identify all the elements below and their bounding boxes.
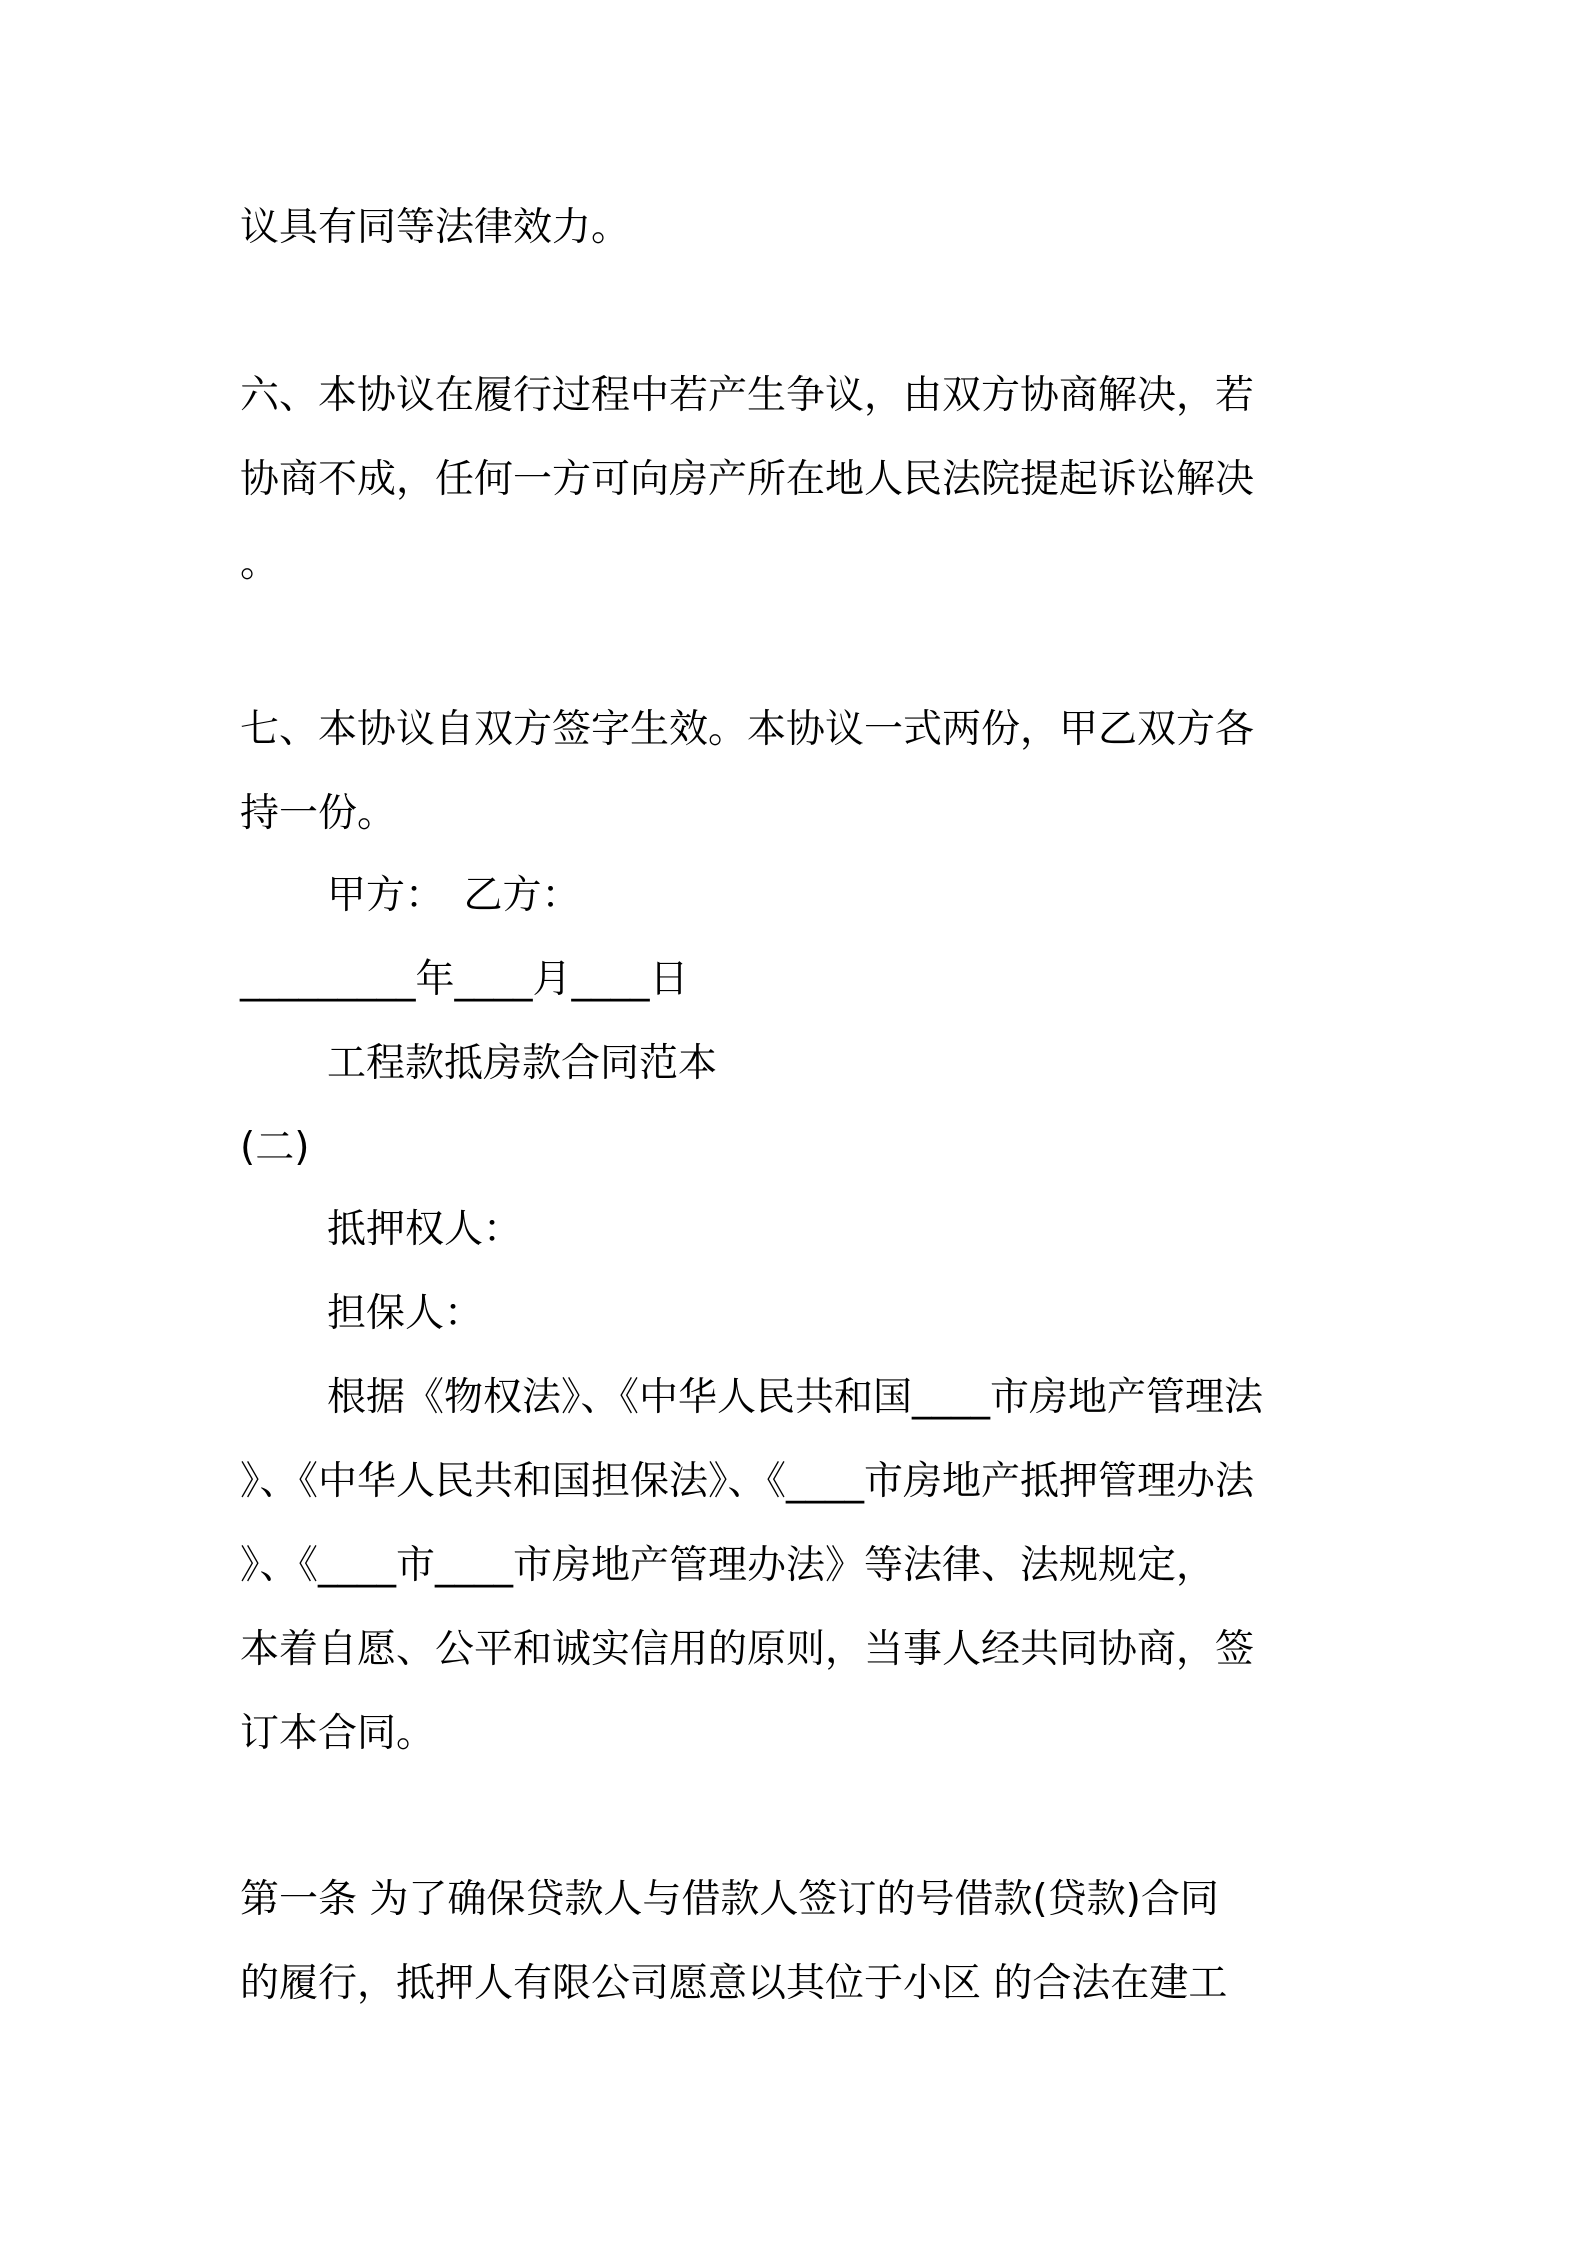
article-1-line: 的履行，抵押人有限公司愿意以其位于小区 的合法在建工 (240, 1961, 1228, 2006)
guarantor-label: 担保人： (327, 1291, 484, 1336)
text-line: 持一份。 (240, 791, 397, 836)
preamble-line: 根据《物权法》、《中华人民共和国____市房地产管理法 (327, 1375, 1264, 1420)
preamble-line: 》、《中华人民共和国担保法》、《____市房地产抵押管理办法 (240, 1459, 1255, 1504)
text-line: 议具有同等法律效力。 (240, 205, 631, 250)
signature-parties: 甲方： 乙方： (327, 873, 581, 918)
text-line: 。 (240, 541, 280, 586)
date-line: _________年____月____日 (240, 957, 689, 1002)
article-1-line: 第一条 为了确保贷款人与借款人签订的号借款(贷款)合同 (240, 1877, 1219, 1922)
clause-6-line: 六、本协议在履行过程中若产生争议，由双方协商解决，若 (240, 373, 1255, 418)
section-number: (二) (240, 1125, 310, 1170)
mortgagee-label: 抵押权人： (327, 1207, 523, 1252)
clause-7-line: 七、本协议自双方签字生效。本协议一式两份，甲乙双方各 (240, 707, 1255, 752)
text-line: 协商不成，任何一方可向房产所在地人民法院提起诉讼解决 (240, 457, 1255, 502)
preamble-line: 订本合同。 (240, 1711, 436, 1756)
preamble-line: 》、《____市____市房地产管理办法》等法律、法规规定， (240, 1543, 1216, 1588)
section-title: 工程款抵房款合同范本 (327, 1041, 718, 1086)
preamble-line: 本着自愿、公平和诚实信用的原则，当事人经共同协商，签 (240, 1627, 1255, 1672)
